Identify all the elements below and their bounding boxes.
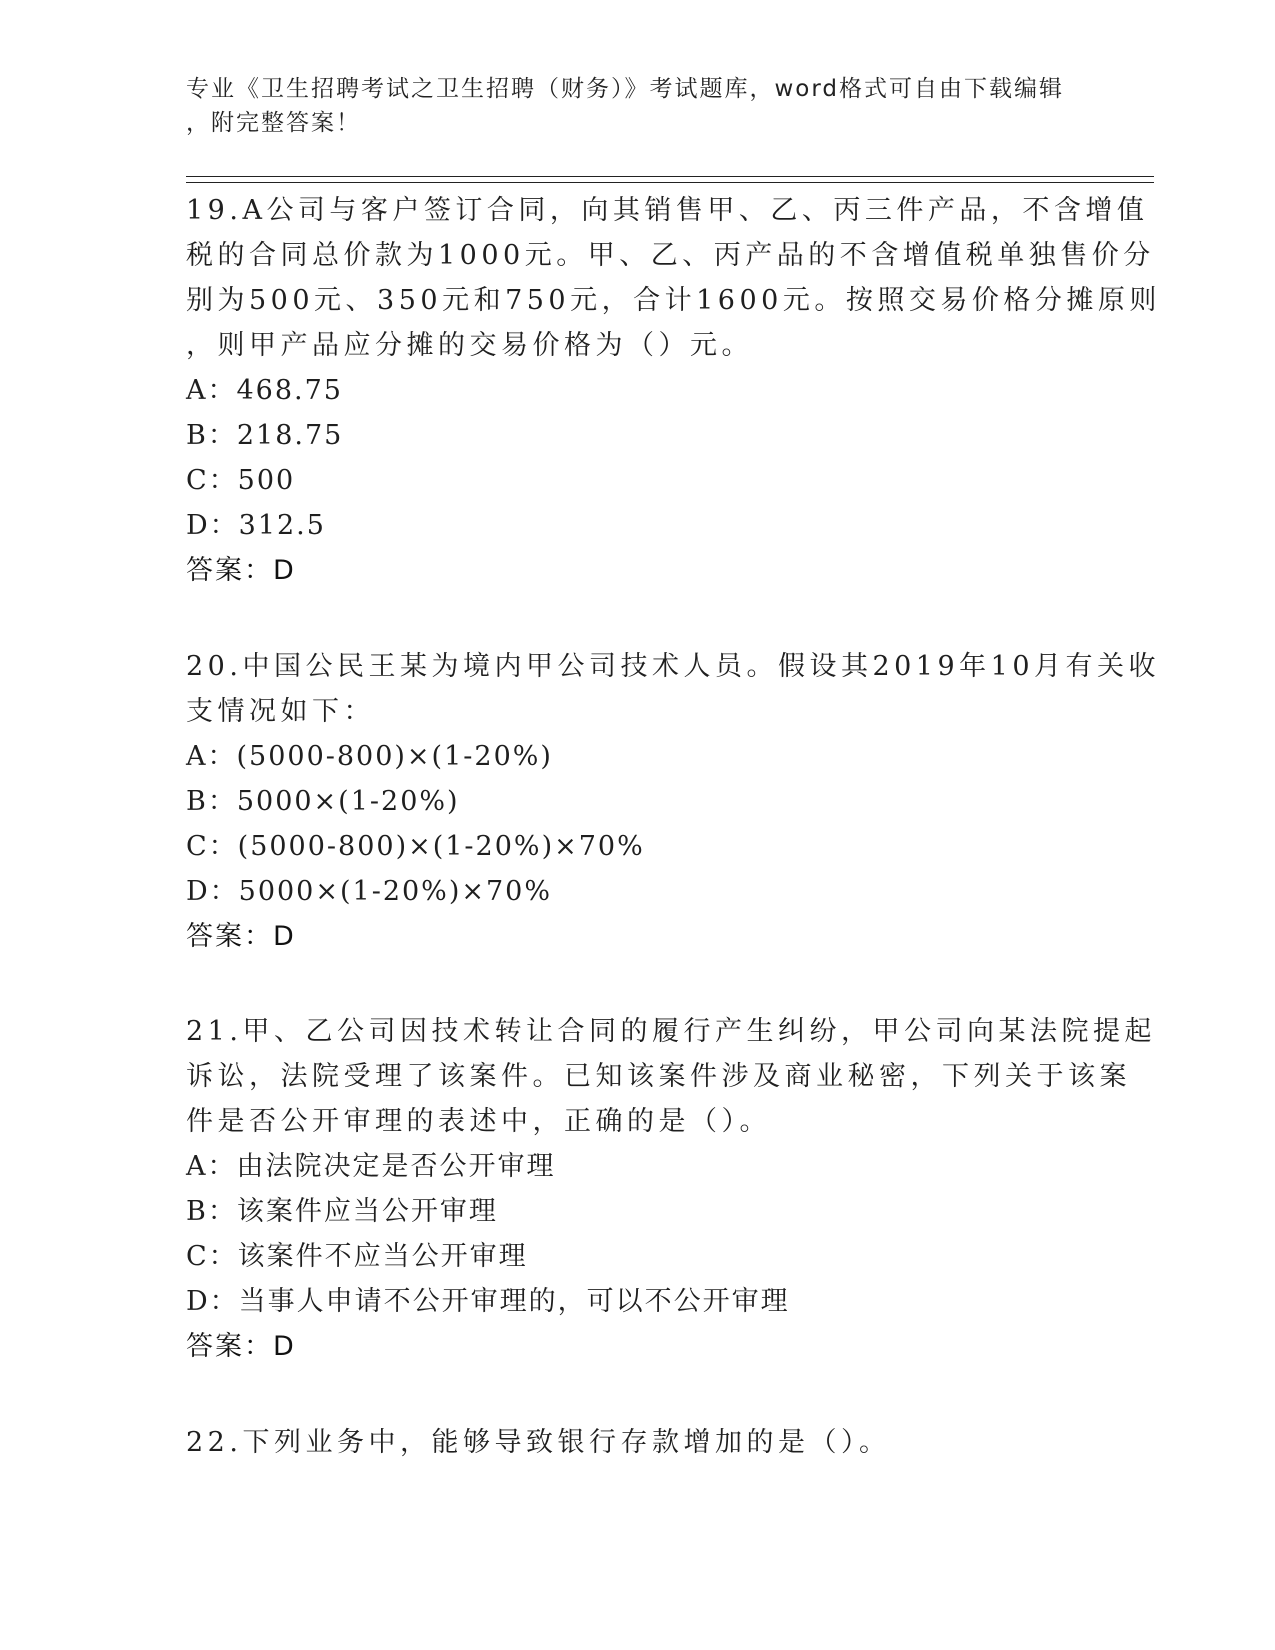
question-text-line: 诉讼，法院受理了该案件。已知该案件涉及商业秘密，下列关于该案 <box>186 1061 1131 1092</box>
option-c: C：(5000-800)×(1-20%)×70% <box>186 831 645 862</box>
header-line-1: 专业《卫生招聘考试之卫生招聘（财务）》考试题库，word格式可自由下载编辑 <box>186 76 1065 102</box>
question-22 <box>186 1420 1086 1465</box>
option-d: D：当事人申请不公开审理的，可以不公开审理 <box>186 1286 790 1317</box>
question-text-line: 22.下列业务中，能够导致银行存款增加的是（）。 <box>186 1427 891 1458</box>
question-text-line: 税的合同总价款为1000元。甲、乙、丙产品的不含增值税单独售价分 <box>186 240 1155 271</box>
question-text-line: 19.A公司与客户签订合同，向其销售甲、乙、丙三件产品，不含增值 <box>186 195 1149 226</box>
option-b: B：218.75 <box>186 420 344 451</box>
option-c: C：500 <box>186 465 296 496</box>
option-a: A：由法院决定是否公开审理 <box>186 1151 556 1182</box>
question-21 <box>186 1009 1156 1369</box>
question-text-line: 20.中国公民王某为境内甲公司技术人员。假设其2019年10月有关收 <box>186 651 1161 682</box>
header-rule-top <box>186 176 1154 177</box>
document-header <box>186 72 1066 140</box>
question-text-line: 件是否公开审理的表述中，正确的是（）。 <box>186 1106 771 1137</box>
option-b: B：该案件应当公开审理 <box>186 1196 498 1227</box>
answer-line: 答案：D <box>186 1331 296 1362</box>
option-c: C：该案件不应当公开审理 <box>186 1241 528 1272</box>
question-20 <box>186 644 1161 959</box>
question-text-line: 别为500元、350元和750元，合计1600元。按照交易价格分摊原则 <box>186 285 1161 316</box>
answer-line: 答案：D <box>186 921 296 952</box>
answer-line: 答案：D <box>186 555 296 586</box>
option-a: A：(5000-800)×(1-20%) <box>186 741 553 772</box>
header-rule-bottom <box>186 182 1154 183</box>
question-text-line: 21.甲、乙公司因技术转让合同的履行产生纠纷，甲公司向某法院提起 <box>186 1016 1156 1047</box>
question-19 <box>186 188 1161 593</box>
option-a: A：468.75 <box>186 375 343 406</box>
option-d: D：5000×(1-20%)×70% <box>186 876 552 907</box>
header-line-2: ，附完整答案！ <box>186 110 361 136</box>
option-b: B：5000×(1-20%) <box>186 786 460 817</box>
question-text-line: ，则甲产品应分摊的交易价格为（）元。 <box>186 330 753 361</box>
question-text-line: 支情况如下： <box>186 696 375 727</box>
option-d: D：312.5 <box>186 510 326 541</box>
